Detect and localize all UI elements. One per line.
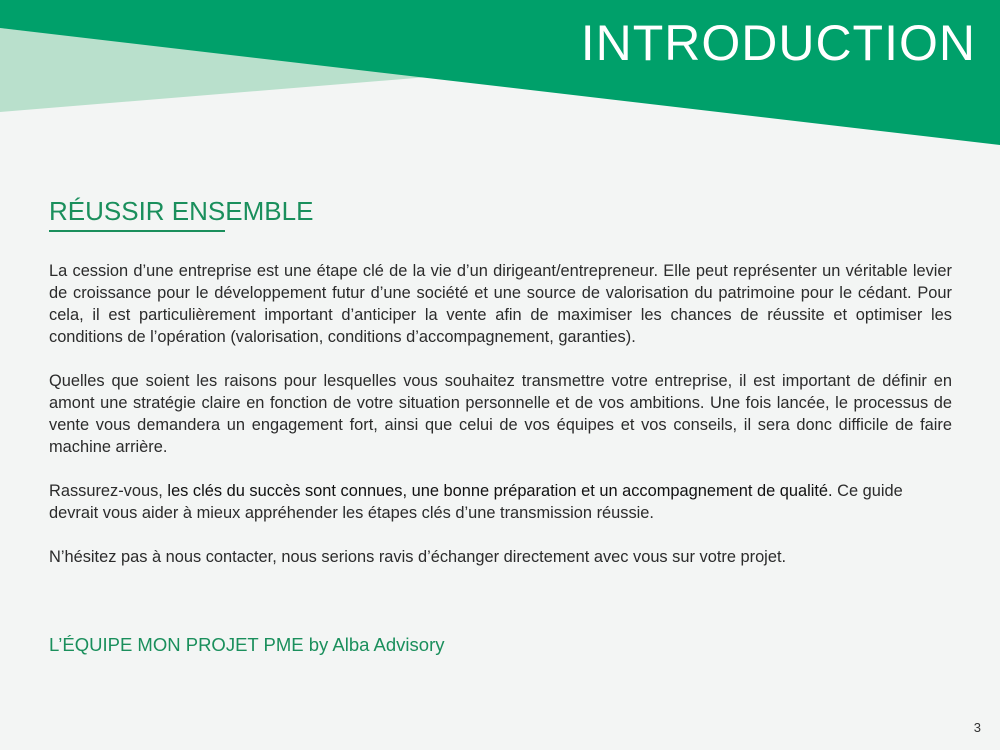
paragraph-4: N’hésitez pas à nous contacter, nous serions ravis d’échanger directement avec vous sur votre projet. <box>49 548 787 566</box>
paragraph-2: Quelles que soient les raisons pour lesquelles vous souhaitez transmettre votre entreprise, il est important de définir en amont une stratégie claire en fonction de votre situation personnelle et de vos ambitions. Une fois lancée, le processus de vente vous demandera un engagement fort, ainsi que celui de vos équipes et vos conseils, il sera donc difficile de faire machine arrière. <box>49 372 952 456</box>
paragraph-3 <box>49 480 952 524</box>
section-heading: RÉUSSIR ENSEMBLE <box>49 196 314 226</box>
page-title: INTRODUCTION <box>580 15 976 71</box>
heading-underline <box>49 230 225 232</box>
paragraph-3-lead: Rassurez-vous, <box>49 482 168 500</box>
body-text <box>49 260 952 590</box>
paragraph-1: La cession d’une entreprise est une étape clé de la vie d’un dirigeant/entrepreneur. Elle peut représenter un véritable levier de croissance pour le développement futur d’une société et une source de valorisation du patrimoine pour le cédant. Pour cela, il est particulièrement important d’anticiper la vente afin de maximiser les chances de réussite et optimiser les conditions de l’opération (valorisation, conditions d’accompagnement, garanties). <box>49 262 952 346</box>
paragraph-3-emphasis: les clés du succès sont connues, une bonne préparation et un accompagnement de qualité. <box>167 482 833 500</box>
page-number: 3 <box>973 720 981 735</box>
signature: L’ÉQUIPE MON PROJET PME by Alba Advisory <box>49 634 445 655</box>
paragraph-3-tail: Ce guide devrait vous aider à mieux appréhender les étapes clés d’une transmission réussie. <box>49 482 903 522</box>
